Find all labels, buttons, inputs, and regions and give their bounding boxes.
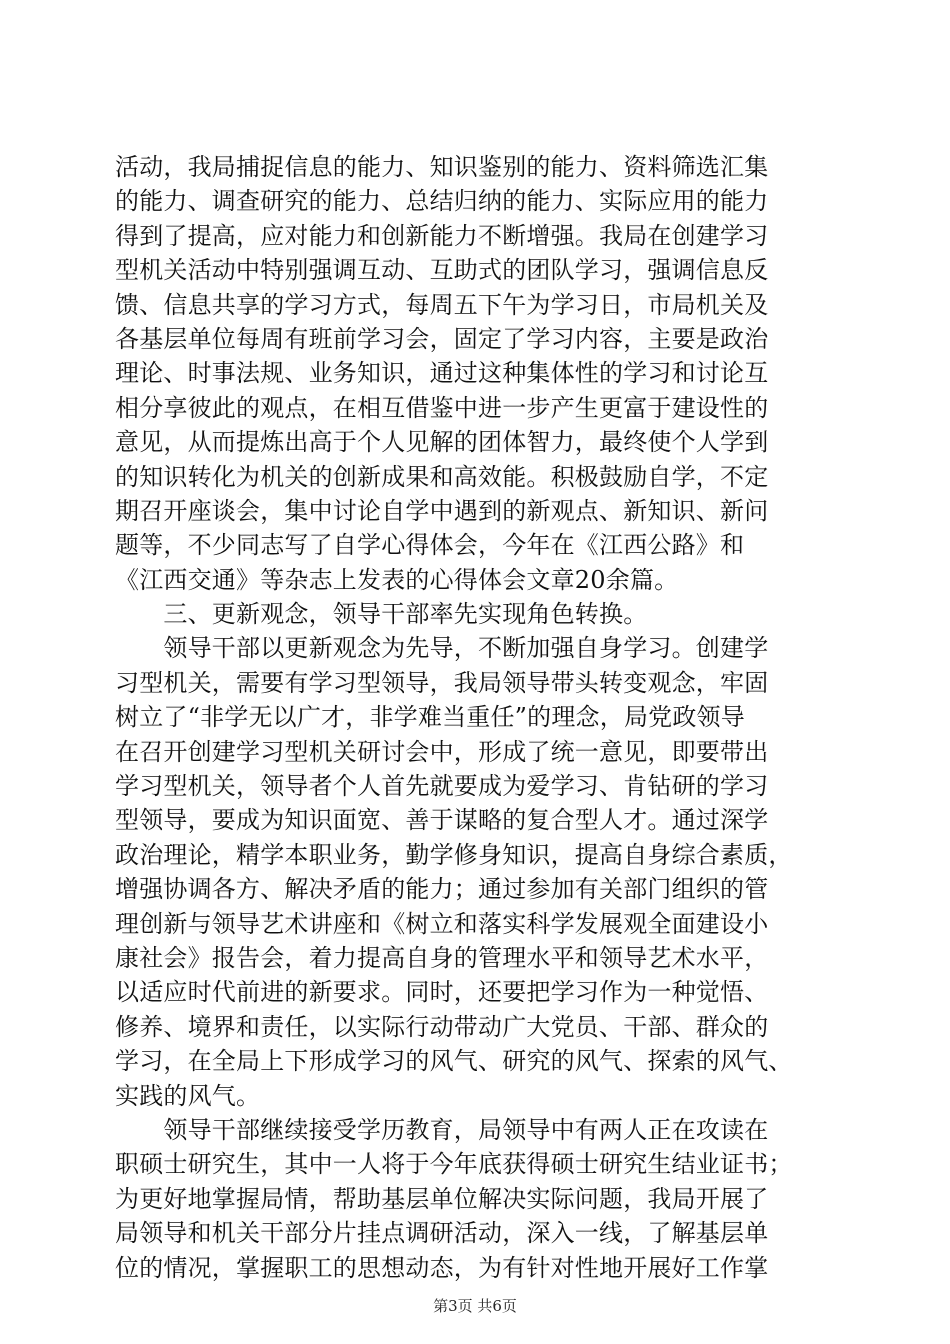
- text-line: 局领导和机关干部分片挂点调研活动，深入一线，了解基层单: [115, 1219, 769, 1248]
- text-line: 康社会》报告会，着力提高自身的管理水平和领导艺术水平，: [115, 943, 769, 972]
- text-line: 政治理论，精学本职业务，勤学修身知识，提高自身综合素质，: [115, 840, 793, 869]
- text-line: 相分享彼此的观点，在相互借鉴中进一步产生更富于建设性的: [115, 393, 769, 422]
- text-line: 在召开创建学习型机关研讨会中，形成了统一意见，即要带出: [115, 737, 769, 766]
- text-line: 习型机关，需要有学习型领导，我局领导带头转变观念，牢固: [115, 668, 769, 697]
- text-line: 理论、时事法规、业务知识，通过这种集体性的学习和讨论互: [115, 359, 769, 388]
- text-line: 的知识转化为机关的创新成果和高效能。积极鼓励自学，不定: [115, 462, 769, 491]
- text-line: 型领导，要成为知识面宽、善于谋略的复合型人才。通过深学: [115, 806, 769, 835]
- text-line: 位的情况，掌握职工的思想动态，为有针对性地开展好工作掌: [115, 1253, 769, 1282]
- text-line: 为更好地掌握局情，帮助基层单位解决实际问题，我局开展了: [115, 1184, 769, 1213]
- text-line: 《江西交通》等杂志上发表的心得体会文章20余篇。: [115, 565, 679, 594]
- text-line: 修养、境界和责任，以实际行动带动广大党员、干部、群众的: [115, 1012, 769, 1041]
- text-line: 三、更新观念，领导干部率先实现角色转换。: [115, 600, 648, 629]
- text-line: 增强协调各方、解决矛盾的能力；通过参加有关部门组织的管: [115, 875, 769, 904]
- text-line: 理创新与领导艺术讲座和《树立和落实科学发展观全面建设小: [115, 909, 769, 938]
- text-line: 得到了提高，应对能力和创新能力不断增强。我局在创建学习: [115, 221, 769, 250]
- text-line: 领导干部以更新观念为先导，不断加强自身学习。创建学: [115, 634, 769, 663]
- page-footer: 第3页 共6页: [433, 1297, 517, 1315]
- text-line: 意见，从而提炼出高于个人见解的团体智力，最终使个人学到: [115, 428, 769, 457]
- text-line: 活动，我局捕捉信息的能力、知识鉴别的能力、资料筛选汇集: [115, 153, 769, 181]
- text-line: 各基层单位每周有班前学习会，固定了学习内容，主要是政治: [115, 324, 769, 353]
- text-line: 学习，在全局上下形成学习的风气、研究的风气、探索的风气、: [115, 1047, 793, 1076]
- text-line: 职硕士研究生，其中一人将于今年底获得硕士研究生结业证书；: [115, 1150, 793, 1179]
- text-line: 馈、信息共享的学习方式，每周五下午为学习日，市局机关及: [115, 290, 769, 319]
- text-line: 期召开座谈会，集中讨论自学中遇到的新观点、新知识、新问: [115, 496, 769, 525]
- text-line: 学习型机关，领导者个人首先就要成为爱学习、肯钻研的学习: [115, 772, 769, 801]
- text-line: 树立了“非学无以广才，非学难当重任”的理念，局党政领导: [115, 703, 745, 732]
- text-line: 实践的风气。: [115, 1081, 261, 1110]
- text-line: 领导干部继续接受学历教育，局领导中有两人正在攻读在: [115, 1115, 769, 1144]
- text-line: 以适应时代前进的新要求。同时，还要把学习作为一种觉悟、: [115, 978, 769, 1007]
- text-line: 型机关活动中特别强调互动、互助式的团队学习，强调信息反: [115, 256, 769, 285]
- document-body: [115, 150, 835, 1285]
- text-line: 的能力、调查研究的能力、总结归纳的能力、实际应用的能力: [115, 187, 769, 216]
- text-line: 题等，不少同志写了自学心得体会，今年在《江西公路》和: [115, 531, 745, 560]
